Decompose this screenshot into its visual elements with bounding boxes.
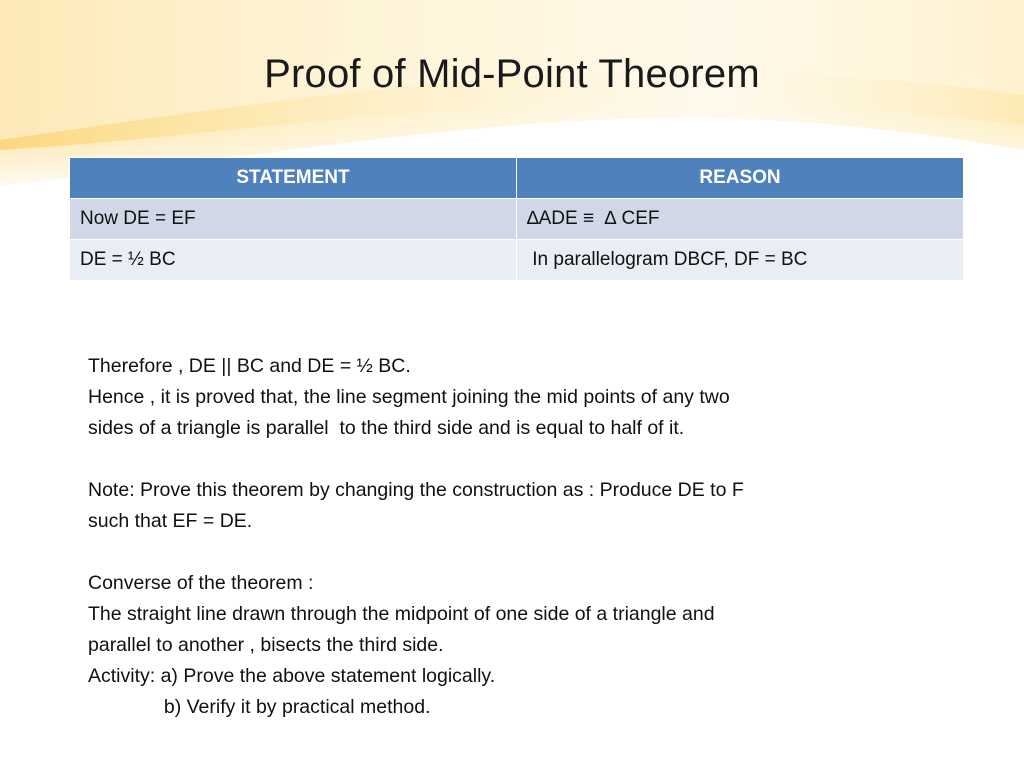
note-line-1: Note: Prove this theorem by changing the construction as : Produce DE to F xyxy=(88,479,744,501)
hence-line-2: sides of a triangle is parallel to the third side and is equal to half of it. xyxy=(88,417,685,439)
blank-line xyxy=(88,444,888,475)
activity-line-b: b) Verify it by practical method. xyxy=(88,696,431,718)
converse-line-1: The straight line drawn through the midpoint of one side of a triangle and xyxy=(88,603,715,625)
table-row xyxy=(70,199,964,240)
proof-conclusion-text xyxy=(88,351,888,723)
activity-line-a: Activity: a) Prove the above statement logically. xyxy=(88,665,496,687)
table-header-row xyxy=(70,158,964,199)
blank-line xyxy=(88,537,888,568)
converse-heading: Converse of the theorem : xyxy=(88,572,314,594)
converse-line-2: parallel to another , bisects the third side. xyxy=(88,634,444,656)
header-reason: REASON xyxy=(517,158,964,199)
therefore-line: Therefore , DE || BC and DE = ½ BC. xyxy=(88,355,411,377)
table-row xyxy=(70,240,964,281)
hence-line-1: Hence , it is proved that, the line segment joining the mid points of any two xyxy=(88,386,730,408)
proof-table xyxy=(69,157,964,281)
note-line-2: such that EF = DE. xyxy=(88,510,253,532)
reason-cell: ∆ADE ≡ ∆ CEF xyxy=(517,199,964,240)
slide-title: Proof of Mid-Point Theorem xyxy=(264,52,760,96)
statement-cell: Now DE = EF xyxy=(70,199,517,240)
statement-cell: DE = ½ BC xyxy=(70,240,517,281)
reason-cell: In parallelogram DBCF, DF = BC xyxy=(517,240,964,281)
header-statement: STATEMENT xyxy=(70,158,517,199)
